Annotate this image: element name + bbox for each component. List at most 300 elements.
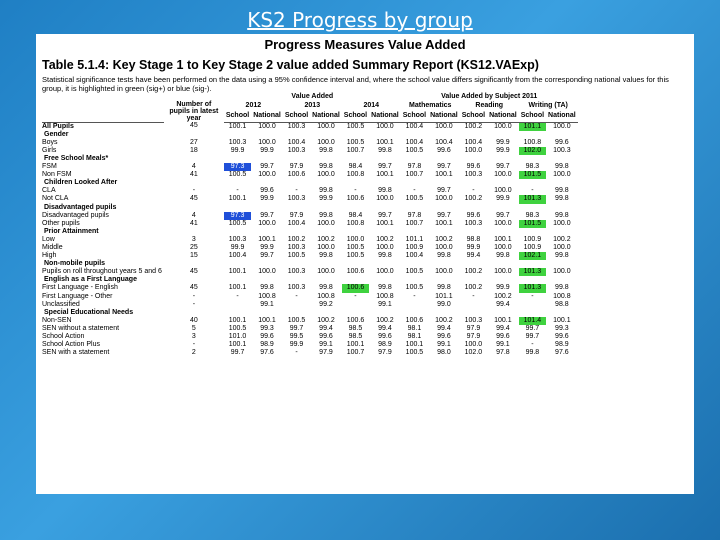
value-cell: 99.8 [378,187,392,195]
row-label: Other pupils [42,219,80,227]
value-cell: 102.1 [519,252,546,260]
national-col-header: National [428,111,460,122]
value-cell: 99.3 [555,324,569,332]
value-cell: 99.1 [319,341,333,349]
value-cell: 99.8 [555,187,569,195]
value-cell: 100.3 [287,195,306,203]
value-cell: 98.9 [555,341,569,349]
value-cell: 99.4 [496,324,510,332]
table-row [42,195,578,203]
value-cell: 100.0 [317,122,335,130]
national-col-header: National [546,111,578,122]
table-row [42,163,578,171]
value-cell: 100.0 [553,122,571,130]
pupil-count: 27 [189,138,198,146]
value-cell: 99.2 [319,300,333,308]
pupil-count: 45 [189,284,198,292]
value-cell: 100.3 [464,219,483,227]
value-cell: 99.9 [319,195,333,203]
value-cell: 100.0 [346,235,365,243]
value-cell: 100.5 [405,349,424,357]
value-cell: 100.0 [494,122,512,130]
value-cell: 99.6 [378,333,392,341]
section-row [42,260,578,268]
value-cell: 98.9 [378,341,392,349]
value-cell: 99.8 [378,284,392,292]
value-cell: 100.9 [405,244,424,251]
value-cell: 100.0 [553,268,571,276]
section-row [42,204,578,212]
value-cell: 100.5 [405,284,424,292]
value-cell: 100.4 [405,122,424,130]
value-cell: 100.0 [258,122,276,130]
table-row [42,317,578,325]
row-label: Unclassified [42,300,80,308]
value-cell: 99.7 [260,163,274,171]
school-col-header: School [342,111,369,122]
report-title: Table 5.1.4: Key Stage 1 to Key Stage 2 value added Summary Report (KS12.VAExp) [42,58,539,72]
value-cell: 99.1 [378,300,392,308]
doc-title: Progress Measures Value Added [264,37,466,52]
value-cell: 99.8 [378,146,392,154]
value-cell: 99.8 [260,284,274,292]
pupil-count: - [192,187,196,195]
value-cell: 98.4 [348,211,363,219]
value-cell: 99.0 [437,300,451,308]
row-label: School Action [42,333,85,341]
value-cell: 99.9 [230,146,245,154]
value-cell: 97.6 [555,349,569,357]
value-cell: 100.8 [317,292,335,300]
value-cell: 99.9 [230,244,245,251]
value-cell: 100.0 [376,122,394,130]
table-row [42,325,578,333]
value-cell: 102.0 [519,147,546,155]
value-cell: 100.6 [287,171,306,179]
value-cell: 100.3 [287,122,306,130]
value-cell: 100.2 [464,195,483,203]
value-cell: 100.0 [376,268,394,276]
value-cell: 99.4 [496,300,510,308]
value-cell: 99.8 [437,252,451,260]
by-subject-header: Value Added by Subject 2011 [441,93,538,100]
slide-title: KS2 Progress by group [247,8,473,32]
value-cell: 101.3 [519,284,546,292]
value-cell: 100.8 [346,219,365,227]
value-cell: 100.2 [464,122,483,130]
value-cell: 97.9 [289,211,304,219]
value-cell: 99.9 [496,195,510,203]
value-cell: - [295,349,298,357]
value-cell: - [472,187,475,195]
value-cell: 99.8 [525,349,540,357]
value-cell: 98.8 [555,300,569,308]
value-cell: 100.0 [464,341,483,349]
value-cell: 98.8 [466,235,481,243]
table-row [42,122,578,131]
value-cell: 100.1 [494,316,512,324]
value-cell: 100.4 [405,138,424,146]
table-row [42,293,578,301]
value-cell: 99.7 [230,349,245,357]
value-cell: - [413,292,416,300]
value-cell: 100.6 [346,195,365,203]
value-cell: 99.6 [437,146,451,154]
value-cell: 100.1 [494,235,512,243]
table-row [42,171,578,179]
value-cell: 100.0 [317,171,335,179]
value-cell: 99.9 [289,341,304,349]
value-cell: 99.8 [555,195,569,203]
value-cell: 99.5 [289,333,304,341]
subject-writing-header: Writing (TA) [528,102,568,110]
school-col-header: School [460,111,487,122]
row-label: High [42,252,57,260]
value-cell: 100.4 [287,138,306,146]
value-cell: 100.8 [376,292,394,300]
value-cell: 100.5 [346,138,365,146]
value-cell: 98.1 [407,333,422,341]
value-cell: 100.5 [405,195,424,203]
school-col-header: School [283,111,310,122]
value-cell: 99.6 [496,333,510,341]
value-cell: 100.3 [287,146,306,154]
value-cell: 100.0 [553,244,571,251]
value-cell: 98.5 [348,333,363,341]
value-cell: 100.4 [464,138,483,146]
value-cell: 99.8 [319,211,333,219]
table-row [42,284,578,292]
value-cell [342,301,369,309]
value-cell [460,301,487,309]
national-col-header: National [369,111,401,122]
row-label: Pupils on roll throughout years 5 and 6 [42,268,162,276]
value-cell: 100.0 [258,171,276,179]
pupil-count: 4 [191,163,196,171]
value-cell: 99.6 [555,333,569,341]
value-cell: 100.2 [317,235,335,243]
header-row-2 [42,101,578,111]
value-cell: 100.4 [228,252,247,260]
value-cell: 100.0 [317,138,335,146]
table-row [42,236,578,244]
value-cell: 99.6 [260,187,274,195]
value-cell: 100.2 [317,316,335,324]
value-cell: 99.8 [319,163,333,171]
value-cell: 101.4 [519,317,546,325]
value-cell: 97.6 [260,349,274,357]
value-cell: 100.5 [346,252,365,260]
row-label: SEN without a statement [42,324,120,332]
value-cell: 99.7 [525,324,540,332]
value-cell: 100.0 [494,187,512,195]
section-row [42,228,578,236]
value-cell: 99.3 [260,324,274,332]
value-cell: 98.3 [525,163,540,171]
row-label: SEN with a statement [42,349,110,357]
value-cell: 100.5 [228,171,247,179]
value-cell: 97.8 [407,211,422,219]
value-cell: 100.0 [494,219,512,227]
value-cell: 97.9 [378,349,392,357]
row-label: Disadvantaged pupils [42,211,109,219]
value-cell: - [354,187,357,195]
section-label: Prior Attainment [44,227,99,235]
value-cell [283,301,310,309]
value-cell: 100.0 [435,268,453,276]
value-cell: 100.1 [376,171,394,179]
row-label: Not CLA [42,195,69,203]
value-cell: 99.9 [260,244,274,251]
value-cell: 100.2 [553,235,571,243]
national-col-header: National [310,111,342,122]
value-cell: 100.0 [435,122,453,130]
subject-maths-header: Mathematics [409,102,452,110]
value-cell: 100.8 [523,138,542,146]
value-cell: 101.3 [519,268,546,276]
value-cell: 100.5 [228,324,247,332]
value-cell: 99.7 [260,252,274,260]
row-label: All Pupils [42,122,74,130]
row-label: First Language - Other [42,292,113,300]
value-cell: 100.3 [287,244,306,251]
value-cell: 99.6 [260,333,274,341]
value-cell: 99.7 [525,333,540,341]
table-row [42,220,578,228]
section-label: Children Looked After [44,179,118,187]
value-cell: 100.1 [435,171,453,179]
header-row-3 [42,111,578,122]
value-cell: 99.7 [496,211,510,219]
value-cell: 100.0 [258,219,276,227]
row-label: Girls [42,146,57,154]
value-cell: 99.8 [319,187,333,195]
value-cell: 100.0 [435,244,453,251]
value-cell: 100.0 [435,195,453,203]
value-cell: 101.3 [519,195,546,203]
value-cell: 100.7 [405,171,424,179]
value-added-header: Value Added [291,93,334,100]
section-row [42,131,578,139]
national-col-header: National [487,111,519,122]
value-cell: 99.8 [378,252,392,260]
pupil-count: 41 [189,219,198,227]
value-cell: - [295,187,298,195]
section-label: Special Educational Needs [44,308,134,316]
subject-reading-header: Reading [475,102,504,110]
value-cell: 99.9 [496,284,510,292]
pupil-count: 15 [189,252,198,260]
value-cell: 99.6 [466,211,481,219]
value-cell: 100.3 [287,268,306,276]
year-2013-header: 2013 [304,102,321,110]
value-cell: 100.0 [317,268,335,276]
value-cell: 100.1 [228,316,247,324]
value-cell: 99.4 [466,252,481,260]
value-cell: 100.6 [405,316,424,324]
value-cell [224,301,251,309]
section-row [42,309,578,317]
pupil-count: 3 [191,333,196,341]
significance-note: Statistical significance tests have been performed on the data using a 95% confidence interval and, where the school value differs significantly from the corresponding national values for this group, it is highlighted in green (sig+) or blue (sig-). [42,75,669,93]
value-cell: 99.7 [437,211,451,219]
value-cell: 99.6 [319,333,333,341]
section-label: Gender [44,130,69,138]
value-cell: 100.1 [346,341,365,349]
value-cell: 99.8 [319,284,333,292]
value-cell: 100.6 [346,268,365,276]
pupil-count: 3 [191,235,196,243]
value-cell: 97.9 [289,163,304,171]
value-cell: 100.0 [494,268,512,276]
value-cell: 99.7 [378,211,392,219]
pupil-count: - [192,292,196,300]
row-label: Low [42,235,55,243]
value-cell: 98.3 [525,211,540,219]
value-cell: 101.5 [519,171,546,179]
table-row [42,139,578,147]
value-cell: 100.2 [464,284,483,292]
value-cell: 100.0 [553,219,571,227]
value-cell: 100.3 [228,138,247,146]
row-label: Non-SEN [42,316,72,324]
value-cell: 100.3 [287,284,306,292]
value-cell: 97.8 [496,349,510,357]
value-cell: 100.7 [405,219,424,227]
row-label: FSM [42,163,57,171]
value-cell: 98.9 [260,341,274,349]
pupil-count: 45 [189,122,198,130]
value-cell: 99.6 [555,138,569,146]
value-cell: 100.3 [464,316,483,324]
pupil-count: 25 [189,244,198,251]
value-cell: 100.0 [464,146,483,154]
value-cell: 100.0 [376,244,394,251]
value-cell: 100.2 [376,235,394,243]
value-cell: 100.1 [228,122,247,130]
pupil-count: - [192,341,196,349]
pupil-count: - [192,300,196,308]
value-cell: 100.5 [287,252,306,260]
value-added-table [42,93,578,357]
value-cell: 101.1 [435,292,453,300]
row-label: Middle [42,244,63,251]
value-cell: 99.1 [496,341,510,349]
value-cell: 100.1 [258,235,276,243]
value-cell: 97.3 [224,163,251,171]
value-cell: 100.1 [376,138,394,146]
value-cell: 100.8 [258,292,276,300]
value-cell [401,301,428,309]
value-cell: 100.7 [346,349,365,357]
value-cell: 100.0 [494,171,512,179]
pupil-count: 41 [189,171,198,179]
row-label: Non FSM [42,171,72,179]
pupil-count: 40 [189,316,198,324]
value-cell: - [531,341,534,349]
value-cell: 100.2 [494,292,512,300]
report-sheet [36,34,694,494]
value-cell: 100.0 [258,268,276,276]
value-cell: 99.7 [496,163,510,171]
value-cell: - [413,187,416,195]
table-row [42,301,578,309]
value-cell: 100.1 [435,219,453,227]
value-cell: 99.7 [260,211,274,219]
value-cell: 100.1 [228,195,247,203]
year-2012-header: 2012 [245,102,262,110]
value-cell: 101.0 [228,333,247,341]
table-row [42,341,578,349]
value-cell: - [531,292,534,300]
value-cell: 100.5 [346,122,365,130]
row-label: CLA [42,187,56,195]
value-cell: 100.5 [287,316,306,324]
value-cell: 99.4 [437,324,451,332]
value-cell: - [354,292,357,300]
value-cell: 99.9 [260,195,274,203]
pupil-count: 45 [189,195,198,203]
value-cell: 99.8 [555,163,569,171]
table-row [42,187,578,195]
value-cell: 99.6 [466,163,481,171]
value-cell: 100.0 [376,195,394,203]
value-cell: 98.1 [407,324,422,332]
value-cell: 99.8 [319,146,333,154]
value-cell: 100.3 [228,235,247,243]
value-cell: 99.9 [466,244,481,251]
value-cell: - [531,187,534,195]
value-cell: 100.1 [228,284,247,292]
table-row [42,147,578,155]
value-cell: 100.8 [553,292,571,300]
value-cell: 97.9 [466,333,481,341]
table-row [42,252,578,260]
value-cell: - [472,292,475,300]
value-cell: 99.7 [289,324,304,332]
pupil-count: 18 [189,146,198,154]
value-cell: 99.1 [437,341,451,349]
value-cell: 100.2 [376,316,394,324]
value-cell: 100.8 [346,171,365,179]
value-cell: 97.3 [224,212,251,220]
row-label: Boys [42,138,58,146]
header-row-1 [42,93,578,101]
value-cell: 100.1 [376,219,394,227]
row-label: School Action Plus [42,341,100,349]
value-cell: 101.1 [405,235,424,243]
pupil-count: 2 [191,349,196,357]
value-cell: 98.0 [437,349,451,357]
value-cell: 99.8 [319,252,333,260]
value-cell [519,301,546,309]
value-cell: 100.2 [435,316,453,324]
value-cell: 100.1 [405,341,424,349]
section-label: Non-mobile pupils [44,260,106,268]
value-cell: 100.6 [346,316,365,324]
section-row [42,179,578,187]
value-cell: 100.0 [553,171,571,179]
value-cell: 100.5 [346,244,365,251]
table-row [42,333,578,341]
row-label: First Language - English [42,284,118,292]
value-cell: 100.2 [435,235,453,243]
table-row [42,212,578,220]
pupil-count: 4 [191,211,196,219]
pupils-header: Number of pupils in latest year [169,101,219,123]
value-cell: 99.8 [555,284,569,292]
value-cell: 98.4 [348,163,363,171]
